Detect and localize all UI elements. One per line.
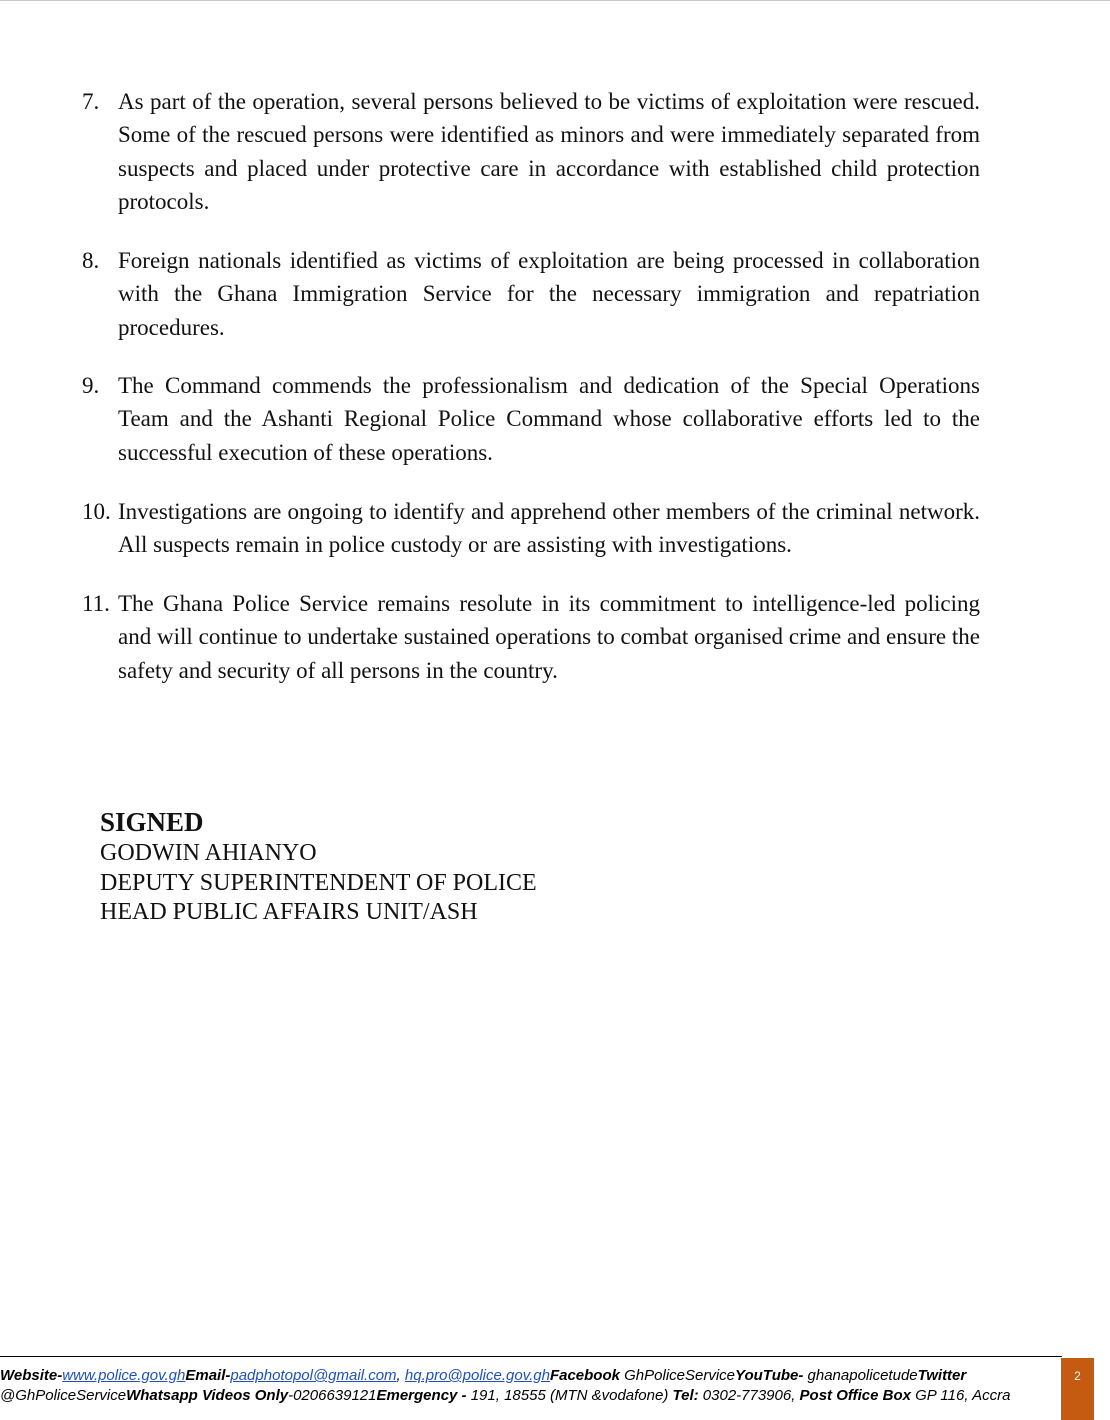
signatory-name: GODWIN AHIANYO	[100, 840, 317, 866]
email-separator: ,	[396, 1367, 405, 1384]
item-number: 11.	[82, 591, 110, 616]
website-link[interactable]: www.police.gov.gh	[62, 1367, 186, 1384]
tel-label: Tel:	[672, 1387, 699, 1404]
youtube-handle: ghanapolicetude	[803, 1367, 918, 1384]
list-item	[82, 85, 980, 218]
item-text: The Command commends the professionalism and dedication of the Special Operations Team and the Ashanti Regional Police Command whose collaborative efforts led to the successful execution of these operations.	[118, 373, 980, 465]
signatory-unit: HEAD PUBLIC AFFAIRS UNIT/ASH	[100, 899, 478, 925]
item-text: As part of the operation, several persons believed to be victims of exploitation were rescued. Some of the rescued persons were identified as minors and were immediately separated from suspects and placed under protective care in accordance with established child protection protocols.	[118, 89, 980, 214]
page-number-badge: 2	[1061, 1358, 1094, 1420]
list-item	[82, 369, 980, 469]
facebook-label: Facebook	[549, 1367, 620, 1384]
item-number: 7.	[82, 89, 100, 114]
tel-number: 0302-773906,	[698, 1387, 800, 1404]
item-text: The Ghana Police Service remains resolute in its commitment to intelligence-led policing and will continue to undertake sustained operations to combat organised crime and ensure the safety and security of all persons in the country.	[118, 591, 980, 683]
email-label: Email-	[185, 1367, 231, 1384]
footer-divider	[0, 1356, 1062, 1357]
twitter-handle: @GhPoliceService	[0, 1387, 127, 1404]
facebook-handle: GhPoliceService	[619, 1367, 736, 1384]
list-item	[82, 495, 980, 562]
whatsapp-label: Whatsapp Videos Only	[126, 1387, 289, 1404]
signed-heading: SIGNED	[100, 807, 204, 837]
email-link[interactable]: padphotopol@gmail.com	[230, 1367, 397, 1384]
whatsapp-number: -0206639121	[288, 1387, 377, 1404]
item-text: Investigations are ongoing to identify and apprehend other members of the criminal network. All suspects remain in police custody or are assisting with investigations.	[118, 499, 980, 558]
list-item	[82, 244, 980, 344]
email-link[interactable]: hq.pro@police.gov.gh	[404, 1367, 550, 1384]
item-number: 9.	[82, 373, 100, 398]
top-border	[0, 0, 1110, 1]
item-number: 10.	[82, 499, 111, 524]
emergency-label: Emergency -	[376, 1387, 467, 1404]
website-label: Website-	[0, 1367, 63, 1384]
youtube-label: YouTube-	[735, 1367, 804, 1384]
twitter-label: Twitter	[917, 1367, 967, 1384]
list-item	[82, 587, 980, 687]
footer-contact-info	[0, 1366, 1040, 1420]
pobox-label: Post Office Box	[799, 1387, 911, 1404]
pobox-address: GP 116, Accra	[910, 1387, 1011, 1404]
item-number: 8.	[82, 248, 100, 273]
signature-block	[100, 805, 537, 928]
emergency-numbers: 191, 18555 (MTN &vodafone)	[466, 1387, 673, 1404]
item-text: Foreign nationals identified as victims of exploitation are being processed in collaboration with the Ghana Immigration Service for the necessary immigration and repatriation procedures.	[118, 248, 980, 340]
signatory-rank: DEPUTY SUPERINTENDENT OF POLICE	[100, 869, 537, 896]
